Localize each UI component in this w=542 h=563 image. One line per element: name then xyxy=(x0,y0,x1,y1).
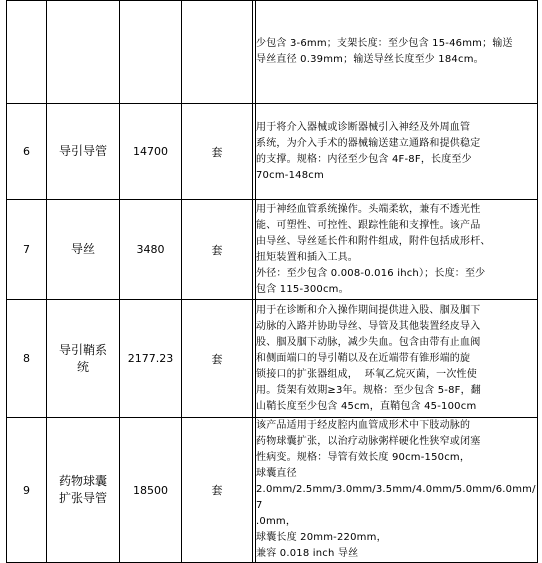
product-price xyxy=(120,1,182,104)
product-price: 2177.23 xyxy=(120,300,182,418)
product-description: 少包含 3-6mm；支架长度：至少包含 15-46mm；输送 导丝直径 0.39mm；输送导丝长度至少 184cm。 xyxy=(256,1,538,104)
product-name: 导引导管 xyxy=(47,104,120,200)
product-price: 18500 xyxy=(120,418,182,563)
product-description: 用于在诊断和介入操作期间提供进入股、腘及腘下 动脉的入路并协助导丝、导管及其他装置经皮导入 股、腘及腘下动脉，减少失血。包含由带有止血阀 和侧面端口的导引鞘以及在近端带有锥形端的旋 锁接口的扩张器组成， 环氧乙烷灭菌，一次性使 用。货架有效期≥3年。规格：至少包含 5-8F，翻 山鞘长度至少包含 45cm，直鞘包含 45-100cm xyxy=(256,300,538,418)
table-row xyxy=(7,104,538,200)
table-row xyxy=(7,418,538,563)
product-unit: 套 xyxy=(182,300,253,418)
table-row xyxy=(7,1,538,104)
product-unit xyxy=(182,1,253,104)
product-unit: 套 xyxy=(182,200,253,300)
product-name: 导引鞘系 统 xyxy=(47,300,120,418)
product-unit: 套 xyxy=(182,104,253,200)
row-index: 8 xyxy=(7,300,47,418)
product-name: 导丝 xyxy=(47,200,120,300)
table-row xyxy=(7,200,538,300)
product-name: 药物球囊 扩张导管 xyxy=(47,418,120,563)
product-description: 该产品适用于经皮腔内血管成形术中下肢动脉的 药物球囊扩张，以治疗动脉粥样硬化性狭窄或闭塞 性病变。规格：导管有效长度 90cm-150cm， 球囊直径 2.0mm/2.5mm/3.0mm/3.5mm/4.0mm/5.0mm/6.0mm/7 .0mm， 球囊长度 20mm-220mm， 兼容 0.018 inch 导丝 xyxy=(256,418,538,563)
row-index: 7 xyxy=(7,200,47,300)
product-price: 14700 xyxy=(120,104,182,200)
row-index xyxy=(7,1,47,104)
product-description: 用于神经血管系统操作。头端柔软，兼有不透光性 能、可塑性、可控性、跟踪性能和支撑性。该产品 由导丝、导丝延长件和附件组成，附件包括成形杆、 扭矩装置和插入工具。 外径：至少包含 0.008-0.016 ihch）；长度：至少 包含 115-300cm。 xyxy=(256,200,538,300)
product-price: 3480 xyxy=(120,200,182,300)
row-index: 9 xyxy=(7,418,47,563)
row-index: 6 xyxy=(7,104,47,200)
product-unit: 套 xyxy=(182,418,253,563)
product-name xyxy=(47,1,120,104)
table-row xyxy=(7,300,538,418)
product-description: 用于将介入器械或诊断器械引入神经及外周血管 系统，为介入手术的器械输送建立通路和提供稳定 的支撑。规格：内径至少包含 4F-8F，长度至少 70cm-148cm xyxy=(256,104,538,200)
product-spec-table xyxy=(6,0,538,563)
